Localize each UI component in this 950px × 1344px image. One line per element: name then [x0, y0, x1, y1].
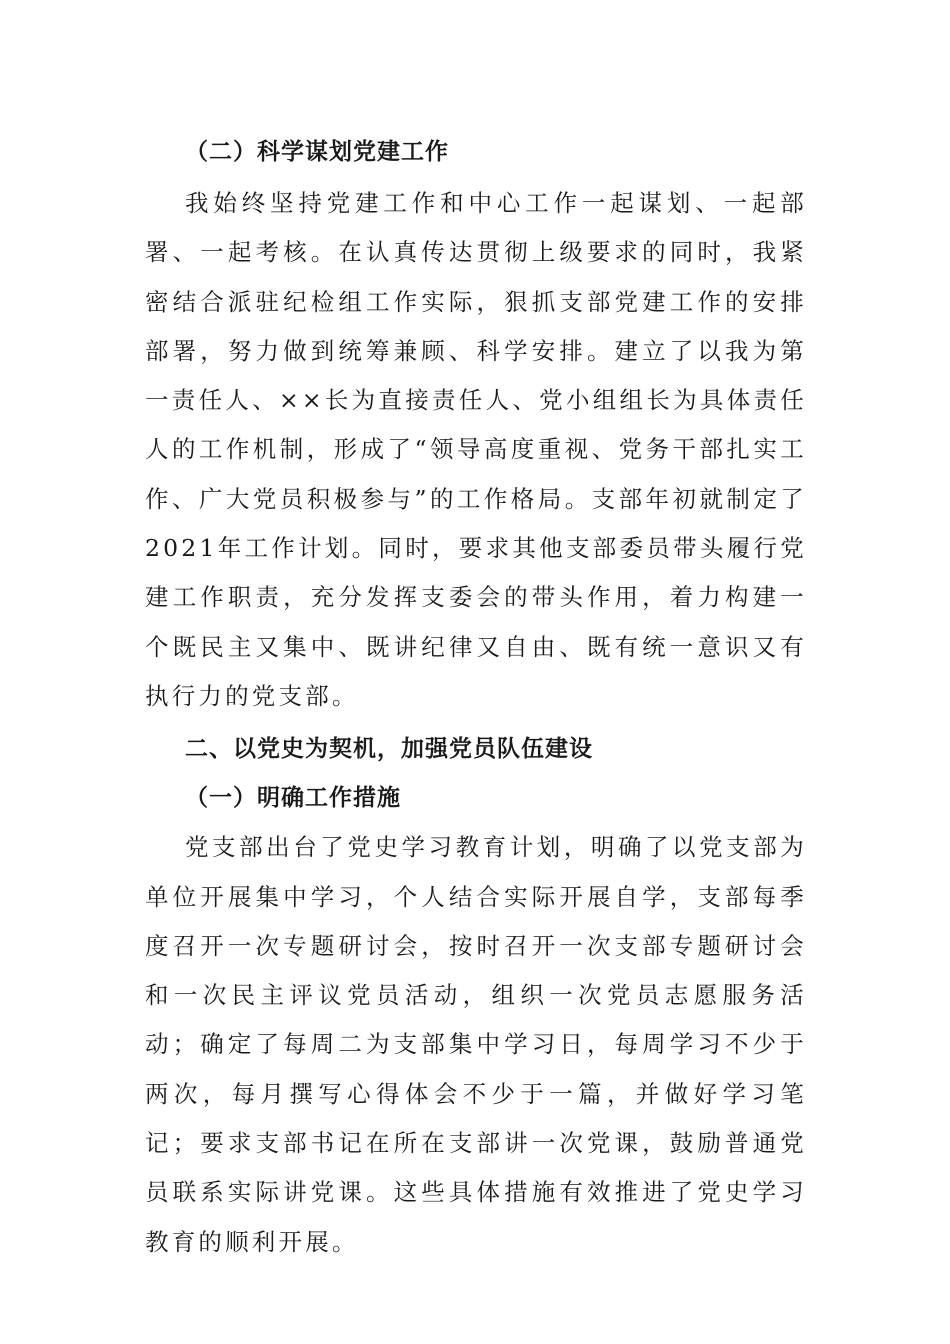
main-heading-party-history: 二、以党史为契机，加强党员队伍建设 [185, 736, 593, 763]
document-body [145, 128, 807, 1267]
section-heading-planning: （二）科学谋划党建工作 [185, 139, 449, 165]
paragraph-planning: 我始终坚持党建工作和中心工作一起谋划、一起部署、一起考核。在认真传达贯彻上级要求的同时，我紧密结合派驻纪检组工作实际，狠抓支部党建工作的安排部署，努力做到统筹兼顾、科学安排。建立了以我为第一责任人、××长为直接责任人、党小组组长为具体责任人的工作机制，形成了“领导高度重视、党务干部扎实工作、广大党员积极参与”的工作格局。支部年初就制定了2021年工作计划。同时，要求其他支部委员带头履行党建工作职责，充分发挥支委会的带头作用，着力构建一个既民主又集中、既讲纪律又自由、既有统一意识又有执行力的党支部。 [145, 189, 807, 710]
section-heading-measures: （一）明确工作措施 [185, 785, 401, 812]
paragraph-measures: 党支部出台了党史学习教育计划，明确了以党支部为单位开展集中学习，个人结合实际开展自学，支部每季度召开一次专题研讨会，按时召开一次支部专题研讨会和一次民主评议党员活动，组织一次党员志愿服务活动；确定了每周二为支部集中学习日，每周学习不少于两次，每月撰写心得体会不少于一篇，并做好学习笔记；要求支部书记在所在支部讲一次党课，鼓励普通党员联系实际讲党课。这些具体措施有效推进了党史学习教育的顺利开展。 [145, 833, 807, 1256]
